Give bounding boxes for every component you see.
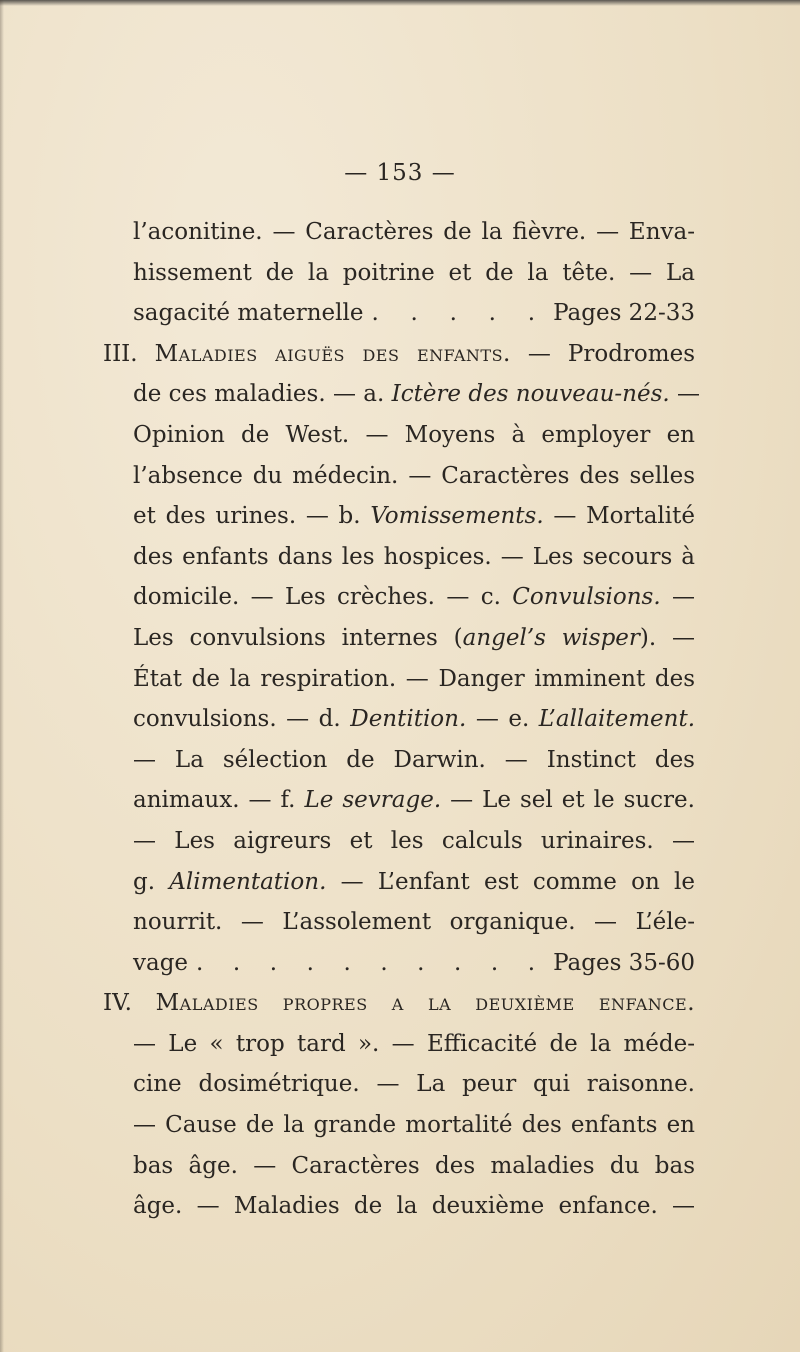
line-text: hissement de la poitrine et de la tête. — La [133,259,695,286]
subsection-title: L’allaitement. [538,706,696,733]
toc-line [133,456,695,497]
toc-line [133,1105,695,1146]
toc-line [133,1064,695,1105]
line-text: et des urines. — b. [133,503,371,530]
subsection-title: Alimentation. [169,868,327,895]
line-text: g. [133,868,170,895]
line-text: — e. [466,706,539,733]
line-text: bas âge. — Caractères des maladies du bas [133,1152,695,1179]
line-text: — Le sel et le sucre. [441,787,695,814]
line-text: animaux. — f. [133,787,305,814]
line-text: convulsions. — d. [133,706,351,733]
line-text: vage [133,949,189,976]
section-heading-line [103,983,695,1024]
toc-line [133,253,695,294]
line-text: l’aconitine. — Caractères de la fièvre. — Enva- [133,219,695,245]
line-text: âge. — Maladies de la deuxième enfance. — [133,1193,695,1220]
line-text: de ces maladies. — a. [133,381,392,408]
line-text: Les convulsions internes ( [133,624,463,651]
line-text: — Prodromes [527,340,695,367]
line-text: domicile. — Les crèches. — c. [133,584,513,611]
toc-line [133,902,695,943]
italic-term: angel’s wisper [462,624,640,651]
page-reference: Pages 22-33 [553,300,695,327]
toc-line [133,740,695,781]
toc-line-with-page-ref [133,943,695,984]
page-edge-shadow [0,0,800,6]
line-text: cine dosimétrique. — La peur qui raisonne. [133,1071,695,1098]
subsection-title: Dentition. [350,706,467,733]
line-text: des enfants dans les hospices. — Les secours à [133,543,695,570]
page-gutter-shadow [0,0,4,1352]
line-text: — Le « trop tard ». — Efficacité de la méde- [133,1030,695,1057]
section-number: IV. [103,990,132,1017]
section-heading-line [103,334,695,375]
toc-line [133,780,695,821]
line-text: — [660,584,696,611]
toc-line [133,862,695,903]
toc-line [133,212,695,253]
toc-line [133,415,695,456]
line-text: sagacité maternelle [133,300,364,327]
toc-line [133,1186,695,1227]
dot-leader: . . . . . . . . . . [196,949,546,976]
line-text: — Mortalité [543,503,695,530]
subsection-title: Ictère des nouveau-nés. [391,381,670,408]
section-number: III. [103,340,138,367]
line-text: — La sélection de Darwin. — Instinct des [133,746,695,773]
line-text: l’absence du médecin. — Caractères des selles [133,462,695,489]
dot-leader: . . . . . [371,300,546,327]
toc-line [133,821,695,862]
line-text: — L’enfant est comme on le [326,868,695,895]
section-heading: Maladies aiguës des enfants. [154,340,511,367]
toc-line [133,537,695,578]
toc-line [133,699,695,740]
section-heading: Maladies propres a la deuxième enfance. [155,990,696,1017]
line-text: Opinion de West. — Moyens à employer en [133,421,695,448]
line-text: État de la respiration. — Danger imminent des [133,665,695,692]
line-text: — [669,381,701,408]
toc-line [133,374,701,415]
subsection-title: Vomissements. [370,503,544,530]
toc-line [133,618,695,659]
line-text: — Cause de la grande mortalité des enfants en [133,1112,695,1139]
toc-line [133,496,695,537]
table-of-contents-text [103,212,701,1227]
toc-line-with-page-ref [133,293,695,334]
toc-line [133,659,695,700]
line-text: — Les aigreurs et les calculs urinaires. — [133,827,695,854]
toc-line [133,577,695,618]
subsection-title: Convulsions. [512,584,661,611]
toc-line [133,1146,695,1187]
toc-line [133,1024,695,1065]
page-reference: Pages 35-60 [553,949,695,976]
line-text: nourrit. — L’assolement organique. — L’éle- [133,909,695,936]
line-text: ). — [639,624,695,651]
page-number: — 153 — [344,160,456,186]
subsection-title: Le sevrage. [304,787,442,814]
